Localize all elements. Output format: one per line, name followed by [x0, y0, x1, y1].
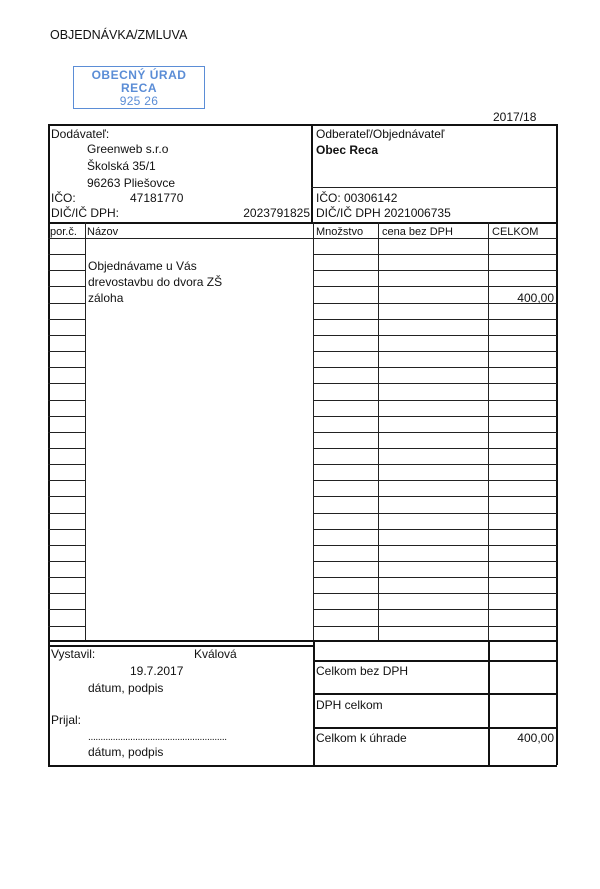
grid-line	[313, 609, 557, 610]
supplier-dic-label: DIČ/IČ DPH:	[51, 206, 120, 220]
grid-line	[48, 124, 557, 126]
header-name: Názov	[87, 226, 119, 238]
grid-line	[313, 480, 557, 481]
grid-line	[313, 545, 557, 546]
grid-line	[313, 432, 557, 433]
supplier-city: 96263 Pliešovce	[87, 176, 176, 190]
issued-label: Vystavil:	[51, 647, 96, 661]
grid-line	[48, 480, 85, 481]
received-date-sign: dátum, podpis	[88, 745, 164, 759]
grid-line	[313, 286, 557, 287]
supplier-street: Školská 35/1	[87, 159, 156, 173]
grid-line	[48, 254, 85, 255]
grid-line	[313, 400, 557, 401]
grid-line	[48, 529, 85, 530]
supplier-ico: 47181770	[130, 191, 184, 205]
grid-line	[48, 222, 557, 224]
grid-line	[313, 640, 315, 765]
grid-line	[48, 513, 85, 514]
grid-line	[48, 561, 85, 562]
grid-line	[313, 693, 557, 695]
sum-no-vat-label: Celkom bez DPH	[316, 664, 409, 678]
item-line-3: záloha	[88, 291, 124, 305]
grid-line	[311, 124, 313, 222]
stamp-line-3: 925 26	[119, 94, 159, 108]
grid-line	[313, 577, 557, 578]
received-label: Prijal:	[51, 713, 82, 727]
grid-line	[48, 238, 557, 239]
grid-line	[488, 640, 490, 765]
grid-line	[48, 319, 85, 320]
to-pay-label: Celkom k úhrade	[316, 731, 407, 745]
grid-line	[313, 416, 557, 417]
grid-line	[48, 545, 85, 546]
grid-line	[556, 124, 558, 765]
grid-line	[48, 270, 85, 271]
signature-dots: ........................................................	[88, 732, 227, 743]
document-number: 2017/18	[493, 110, 537, 124]
grid-line	[48, 124, 50, 765]
item-line-1: Objednávame u Vás	[88, 259, 197, 273]
grid-line	[313, 660, 557, 662]
grid-line	[48, 448, 85, 449]
grid-line	[313, 626, 557, 627]
grid-line	[313, 561, 557, 562]
grid-line	[48, 626, 85, 627]
grid-line	[48, 351, 85, 352]
header-total: CELKOM	[492, 226, 539, 238]
grid-line	[313, 529, 557, 530]
grid-line	[48, 577, 85, 578]
vat-total-label: DPH celkom	[316, 698, 383, 712]
grid-line	[48, 367, 85, 368]
issued-date: 19.7.2017	[130, 664, 184, 678]
supplier-name: Greenweb s.r.o	[87, 142, 169, 156]
grid-line	[313, 448, 557, 449]
item-line-2: drevostavbu do dvora ZŠ	[88, 275, 223, 289]
supplier-ico-label: IČO:	[51, 191, 76, 205]
grid-line	[48, 640, 557, 642]
grid-line	[313, 464, 557, 465]
grid-line	[48, 765, 557, 767]
grid-line	[48, 400, 85, 401]
grid-line	[48, 335, 85, 336]
grid-line	[48, 383, 85, 384]
grid-line	[48, 432, 85, 433]
supplier-heading: Dodávateľ:	[51, 127, 110, 141]
grid-line	[48, 464, 85, 465]
grid-line	[313, 496, 557, 497]
header-no: por.č.	[50, 226, 77, 238]
grid-line	[313, 383, 557, 384]
issued-date-sign: dátum, podpis	[88, 681, 164, 695]
document-title: OBJEDNÁVKA/ZMLUVA	[50, 28, 188, 42]
supplier-dic: 2023791825	[243, 206, 310, 220]
grid-line	[313, 367, 557, 368]
grid-line	[48, 496, 85, 497]
grid-line	[48, 416, 85, 417]
grid-line	[313, 270, 557, 271]
grid-line	[48, 303, 85, 304]
header-price: cena bez DPH	[382, 226, 453, 238]
grid-line	[313, 727, 557, 729]
grid-line	[48, 593, 85, 594]
grid-line	[313, 319, 557, 320]
grid-line	[313, 593, 557, 594]
customer-name: Obec Reca	[316, 143, 379, 157]
office-stamp	[73, 66, 205, 109]
issued-by: Kválová	[194, 647, 237, 661]
item-total: 400,00	[517, 291, 554, 305]
to-pay-value: 400,00	[517, 731, 554, 745]
grid-line	[48, 286, 85, 287]
grid-line	[313, 513, 557, 514]
customer-heading: Odberateľ/Objednávateľ	[316, 127, 445, 141]
stamp-line-1: OBECNÝ ÚRAD	[91, 68, 187, 82]
grid-line	[313, 351, 557, 352]
grid-line	[85, 222, 86, 640]
stamp-line-2: RECA	[120, 81, 157, 95]
grid-line	[313, 335, 557, 336]
customer-dic: DIČ/IČ DPH 2021006735	[316, 206, 451, 220]
grid-line	[48, 609, 85, 610]
grid-line	[311, 187, 557, 188]
customer-ico: IČO: 00306142	[316, 191, 398, 205]
header-qty: Množstvo	[316, 226, 364, 238]
grid-line	[313, 254, 557, 255]
